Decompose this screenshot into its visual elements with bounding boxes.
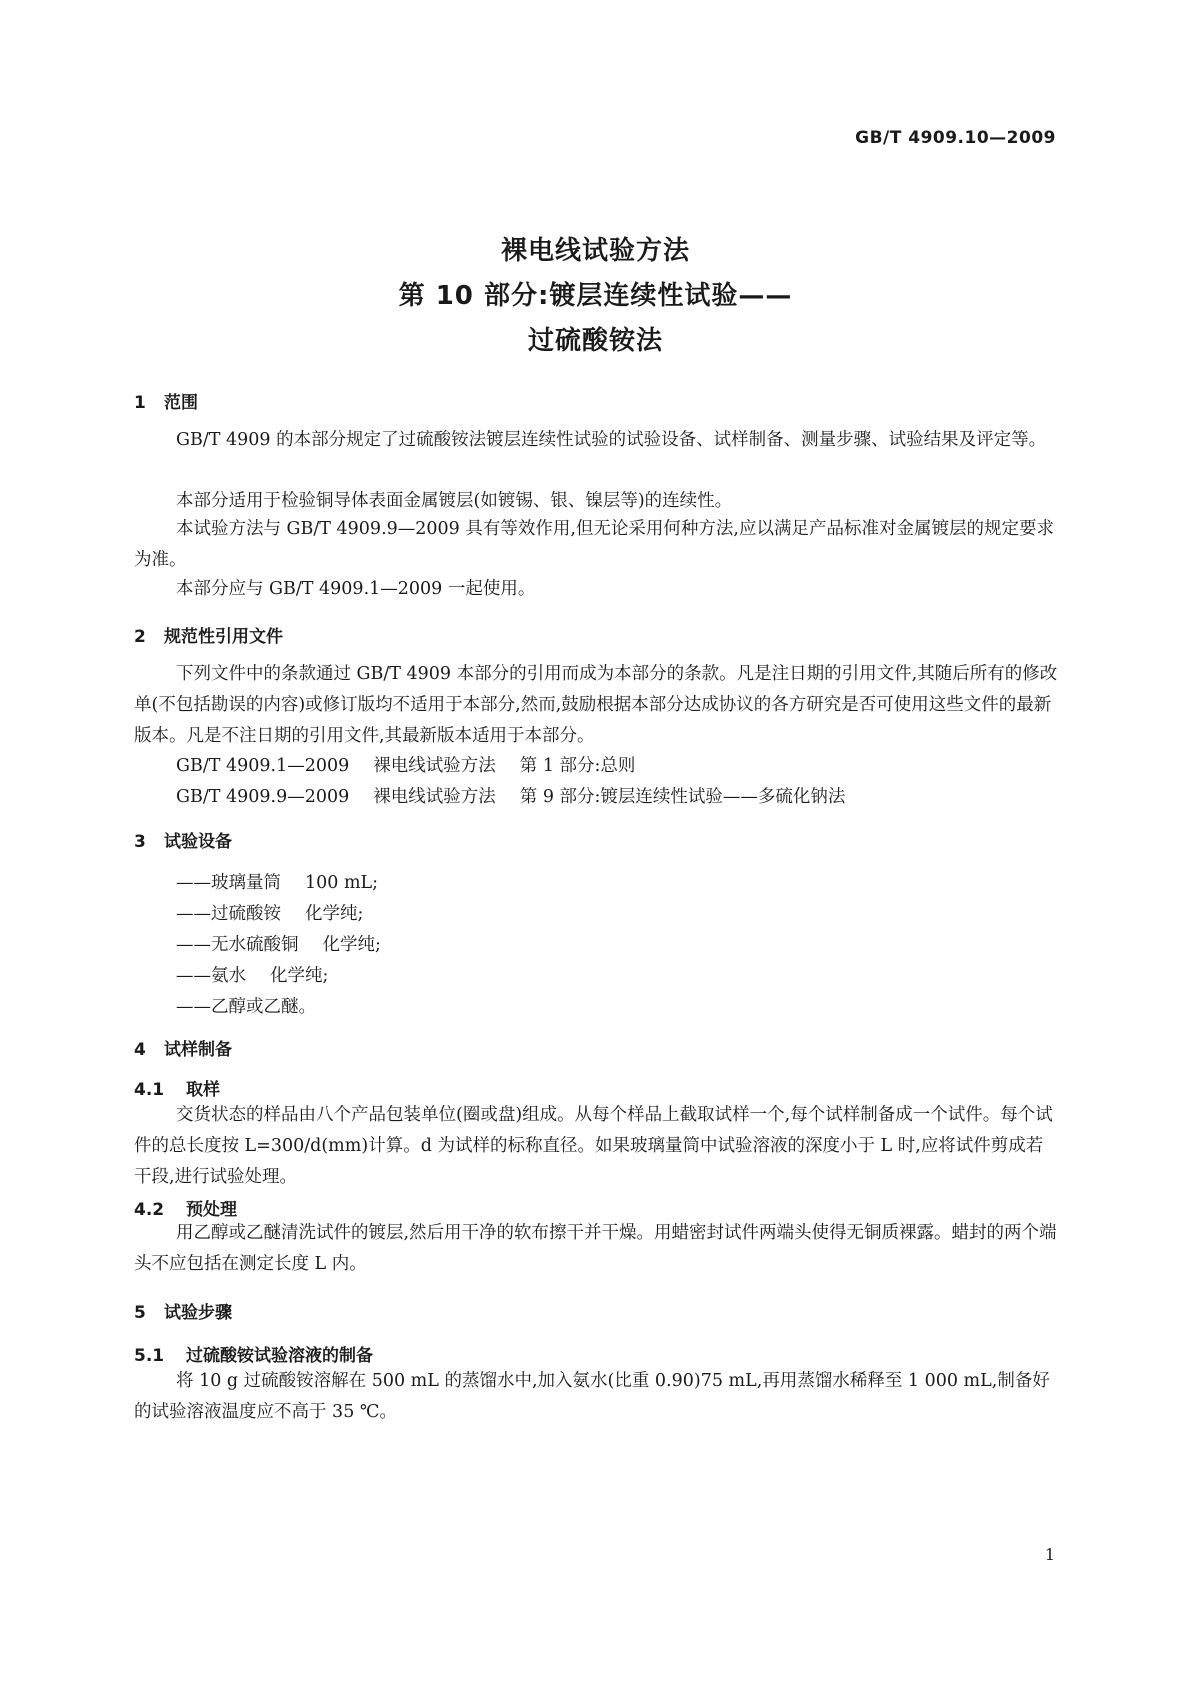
section-1-para-4: 本部分应与 GB/T 4909.1—2009 一起使用。 xyxy=(176,579,536,599)
reference-item: GB/T 4909.9—2009 裸电线试验方法 第 9 部分:镀层连续性试验——多硫化钠法 xyxy=(176,787,846,807)
subsection-number: 4.1 xyxy=(134,1080,165,1100)
equipment-item: ——氨水 化学纯; xyxy=(176,966,329,986)
subsection-number: 4.2 xyxy=(134,1200,165,1220)
section-5-heading xyxy=(134,1298,232,1323)
section-number: 2 xyxy=(134,627,146,647)
section-1-para-3: 本试验方法与 GB/T 4909.9—2009 具有等效作用,但无论采用何种方法,应以满足产品标准对金属镀层的规定要求为准。 xyxy=(134,519,1054,570)
standard-code: GB/T 4909.10—2009 xyxy=(855,128,1056,148)
subsection-5-1-heading xyxy=(134,1341,373,1366)
section-1-heading xyxy=(134,388,198,413)
title-line-3: 过硫酸铵法 xyxy=(527,326,663,356)
page-number: 1 xyxy=(1044,1545,1055,1564)
equipment-item: ——玻璃量筒 100 mL; xyxy=(176,873,379,893)
title-line-1: 裸电线试验方法 xyxy=(500,236,690,266)
reference-item: GB/T 4909.1—2009 裸电线试验方法 第 1 部分:总则 xyxy=(176,756,636,776)
subsection-title: 预处理 xyxy=(186,1200,237,1220)
section-number: 3 xyxy=(134,832,146,852)
subsection-4-1-heading xyxy=(134,1075,220,1100)
section-1-para-1: GB/T 4909 的本部分规定了过硫酸铵法镀层连续性试验的试验设备、试样制备、测量步骤、试验结果及评定等。 xyxy=(176,430,1047,450)
section-number: 1 xyxy=(134,393,146,413)
section-title: 试验步骤 xyxy=(164,1303,232,1323)
title-line-2: 第 10 部分:镀层连续性试验—— xyxy=(398,281,793,311)
section-1-para-2: 本部分适用于检验铜导体表面金属镀层(如镀锡、银、镍层等)的连续性。 xyxy=(176,491,733,511)
section-title: 试验设备 xyxy=(164,832,232,852)
subsection-5-1-para: 将 10 g 过硫酸铵溶解在 500 mL 的蒸馏水中,加入氨水(比重 0.90)75 mL,再用蒸馏水稀释至 1 000 mL,制备好的试验溶液温度应不高于 35 ℃。 xyxy=(134,1371,1050,1422)
subsection-title: 取样 xyxy=(186,1080,220,1100)
subsection-4-2-para: 用乙醇或乙醚清洗试件的镀层,然后用干净的软布擦干并干燥。用蜡密封试件两端头使得无铜质裸露。蜡封的两个端头不应包括在测定长度 L 内。 xyxy=(134,1223,1057,1274)
subsection-4-2-heading xyxy=(134,1195,237,1220)
equipment-item: ——过硫酸铵 化学纯; xyxy=(176,904,364,924)
section-title: 范围 xyxy=(164,393,198,413)
subsection-4-1-para: 交货状态的样品由八个产品包装单位(圈或盘)组成。从每个样品上截取试样一个,每个试样制备成一个试件。每个试件的总长度按 L=300/d(mm)计算。d 为试样的标称直径。如果玻璃量筒中试验溶液的深度小于 L 时,应将试件剪成若干段,进行试验处理。 xyxy=(134,1105,1053,1187)
section-title: 规范性引用文件 xyxy=(164,627,283,647)
section-2-para-1: 下列文件中的条款通过 GB/T 4909 本部分的引用而成为本部分的条款。凡是注日期的引用文件,其随后所有的修改单(不包括勘误的内容)或修订版均不适用于本部分,然而,鼓励根据本部分达成协议的各方研究是否可使用这些文件的最新版本。凡是不注日期的引用文件,其最新版本适用于本部分。 xyxy=(134,664,1058,746)
section-title: 试样制备 xyxy=(164,1040,232,1060)
section-4-heading xyxy=(134,1035,232,1060)
equipment-item: ——乙醇或乙醚。 xyxy=(176,997,316,1017)
section-3-heading xyxy=(134,827,232,852)
section-number: 4 xyxy=(134,1040,146,1060)
section-2-heading xyxy=(134,622,283,647)
subsection-title: 过硫酸铵试验溶液的制备 xyxy=(186,1346,373,1366)
section-number: 5 xyxy=(134,1303,146,1323)
subsection-number: 5.1 xyxy=(134,1346,165,1366)
equipment-item: ——无水硫酸铜 化学纯; xyxy=(176,935,381,955)
